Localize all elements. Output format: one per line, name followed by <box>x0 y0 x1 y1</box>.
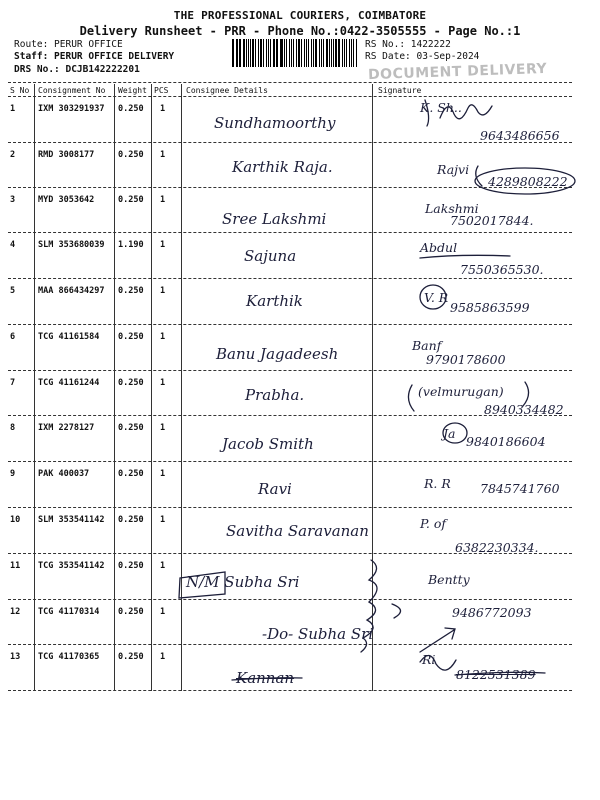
row-serial-number: 1 <box>10 104 16 114</box>
signature-handwritten: Banf <box>412 338 442 353</box>
consignment-number: TCG 41161584 <box>38 332 100 342</box>
row-separator <box>8 553 572 554</box>
page-subtitle: Delivery Runsheet - PRR - Phone No.:0422-3505555 - Page No.:1 <box>79 24 521 38</box>
table-bottom-rule <box>8 690 572 691</box>
pcs-count: 1 <box>160 423 166 433</box>
pcs-count: 1 <box>160 515 166 525</box>
pcs-count: 1 <box>160 469 166 479</box>
row-separator <box>8 507 572 508</box>
column-header-consignee: Consignee Details <box>186 86 268 95</box>
pcs-count: 1 <box>160 332 166 342</box>
consignment-number: TCG 41170314 <box>38 607 100 617</box>
consignee-name-handwritten: Kannan <box>236 669 295 687</box>
consignee-name-handwritten: Ravi <box>258 480 292 498</box>
consignment-number: IXM 2278127 <box>38 423 95 433</box>
signature-handwritten: (velmurugan) <box>418 384 504 399</box>
staff-label: Staff: PERUR OFFICE DELIVERY <box>14 51 175 62</box>
weight-value: 0.250 <box>118 150 144 160</box>
row-separator <box>8 187 572 188</box>
rs-date: RS Date: 03-Sep-2024 <box>365 51 480 62</box>
row-serial-number: 3 <box>10 195 16 205</box>
phone-number-handwritten: 7502017844. <box>450 213 534 228</box>
barcode-image <box>232 39 358 67</box>
row-serial-number: 8 <box>10 423 16 433</box>
weight-value: 0.250 <box>118 652 144 662</box>
drs-number: DRS No.: DCJB142222201 <box>14 64 140 75</box>
signature-handwritten: P. of <box>420 516 446 531</box>
phone-number-handwritten: 8940334482 <box>484 402 564 417</box>
phone-number-handwritten: 4289808222 <box>488 174 568 189</box>
signature-handwritten: R. R <box>424 476 451 491</box>
consignee-name-handwritten: N/M Subha Sri <box>186 573 300 591</box>
signature-handwritten: V. R <box>424 290 449 305</box>
row-serial-number: 7 <box>10 378 16 388</box>
weight-value: 0.250 <box>118 378 144 388</box>
weight-value: 0.250 <box>118 104 144 114</box>
consignee-name-handwritten: Sundhamoorthy <box>214 114 336 132</box>
row-separator <box>8 324 572 325</box>
consignment-number: IXM 303291937 <box>38 104 105 114</box>
phone-number-handwritten: 9643486656 <box>480 128 560 143</box>
consignee-name-handwritten: Sajuna <box>244 247 297 265</box>
phone-number-handwritten: 9840186604 <box>466 434 546 449</box>
pcs-count: 1 <box>160 195 166 205</box>
signature-handwritten: K. Sh.. <box>420 100 462 115</box>
pcs-count: 1 <box>160 652 166 662</box>
consignment-number: TCG 41170365 <box>38 652 100 662</box>
rs-number: RS No.: 1422222 <box>365 39 451 50</box>
column-header-weight: Weight <box>118 86 147 95</box>
consignee-name-handwritten: Karthik Raja. <box>232 158 333 176</box>
row-separator <box>8 644 572 645</box>
pcs-count: 1 <box>160 378 166 388</box>
row-serial-number: 9 <box>10 469 16 479</box>
consignee-name-handwritten: Savitha Saravanan <box>226 522 369 540</box>
row-serial-number: 10 <box>10 515 21 525</box>
consignment-number: SLM 353541142 <box>38 515 105 525</box>
consignee-name-handwritten: -Do- Subha Sri <box>262 625 374 643</box>
row-serial-number: 13 <box>10 652 21 662</box>
signature-handwritten: Ri <box>422 652 436 667</box>
row-separator <box>8 278 572 279</box>
consignment-number: SLM 353680039 <box>38 240 105 250</box>
weight-value: 0.250 <box>118 423 144 433</box>
pcs-count: 1 <box>160 561 166 571</box>
weight-value: 0.250 <box>118 561 144 571</box>
phone-number-handwritten: 8122531389 <box>456 667 536 682</box>
route-label: Route: PERUR OFFICE <box>14 39 123 50</box>
consignment-number: RMD 3008177 <box>38 150 95 160</box>
row-serial-number: 5 <box>10 286 16 296</box>
weight-value: 0.250 <box>118 515 144 525</box>
row-separator <box>8 232 572 233</box>
row-serial-number: 6 <box>10 332 16 342</box>
signature-handwritten: Ja <box>443 426 456 441</box>
weight-value: 1.190 <box>118 240 144 250</box>
phone-number-handwritten: 9790178600 <box>426 352 506 367</box>
consignment-number: TCG 353541142 <box>38 561 105 571</box>
row-separator <box>8 415 572 416</box>
column-header-pcs: PCS <box>154 86 169 95</box>
table-header-rule <box>8 96 572 97</box>
row-separator <box>8 599 572 600</box>
consignment-number: TCG 41161244 <box>38 378 100 388</box>
signature-handwritten: Rajvi <box>437 162 470 177</box>
weight-value: 0.250 <box>118 286 144 296</box>
consignee-name-handwritten: Banu Jagadeesh <box>216 345 339 363</box>
document-delivery-stamp: DOCUMENT DELIVERY <box>367 60 548 84</box>
phone-number-handwritten: 9486772093 <box>452 605 532 620</box>
column-header-consignment: Consignment No <box>38 86 106 95</box>
pcs-count: 1 <box>160 240 166 250</box>
phone-number-handwritten: 6382230334. <box>455 540 539 555</box>
pcs-count: 1 <box>160 286 166 296</box>
signature-handwritten: Lakshmi <box>425 201 479 216</box>
table-top-rule <box>8 82 572 83</box>
consignee-name-handwritten: Karthik <box>246 292 303 310</box>
page-title: THE PROFESSIONAL COURIERS, COIMBATORE <box>173 9 427 22</box>
consignee-name-handwritten: Sree Lakshmi <box>222 210 327 228</box>
pcs-count: 1 <box>160 150 166 160</box>
phone-number-handwritten: 9585863599 <box>450 300 530 315</box>
pcs-count: 1 <box>160 607 166 617</box>
signature-handwritten: Abdul <box>420 240 458 255</box>
consignee-name-handwritten: Jacob Smith <box>222 435 314 453</box>
consignment-number: MYD 3053642 <box>38 195 95 205</box>
weight-value: 0.250 <box>118 332 144 342</box>
consignment-number: MAA 866434297 <box>38 286 105 296</box>
row-separator <box>8 461 572 462</box>
weight-value: 0.250 <box>118 469 144 479</box>
row-separator <box>8 142 572 143</box>
consignee-name-handwritten: Prabha. <box>245 386 305 404</box>
row-serial-number: 4 <box>10 240 16 250</box>
phone-number-handwritten: 7550365530. <box>460 262 544 277</box>
row-serial-number: 11 <box>10 561 21 571</box>
column-header-signature: Signature <box>378 86 422 95</box>
consignment-number: PAK 400037 <box>38 469 90 479</box>
column-header-sno: S No <box>10 86 30 95</box>
phone-number-handwritten: 7845741760 <box>480 481 560 496</box>
row-serial-number: 2 <box>10 150 16 160</box>
signature-handwritten: Bentty <box>428 572 470 587</box>
weight-value: 0.250 <box>118 607 144 617</box>
weight-value: 0.250 <box>118 195 144 205</box>
row-separator <box>8 370 572 371</box>
row-serial-number: 12 <box>10 607 21 617</box>
pcs-count: 1 <box>160 104 166 114</box>
